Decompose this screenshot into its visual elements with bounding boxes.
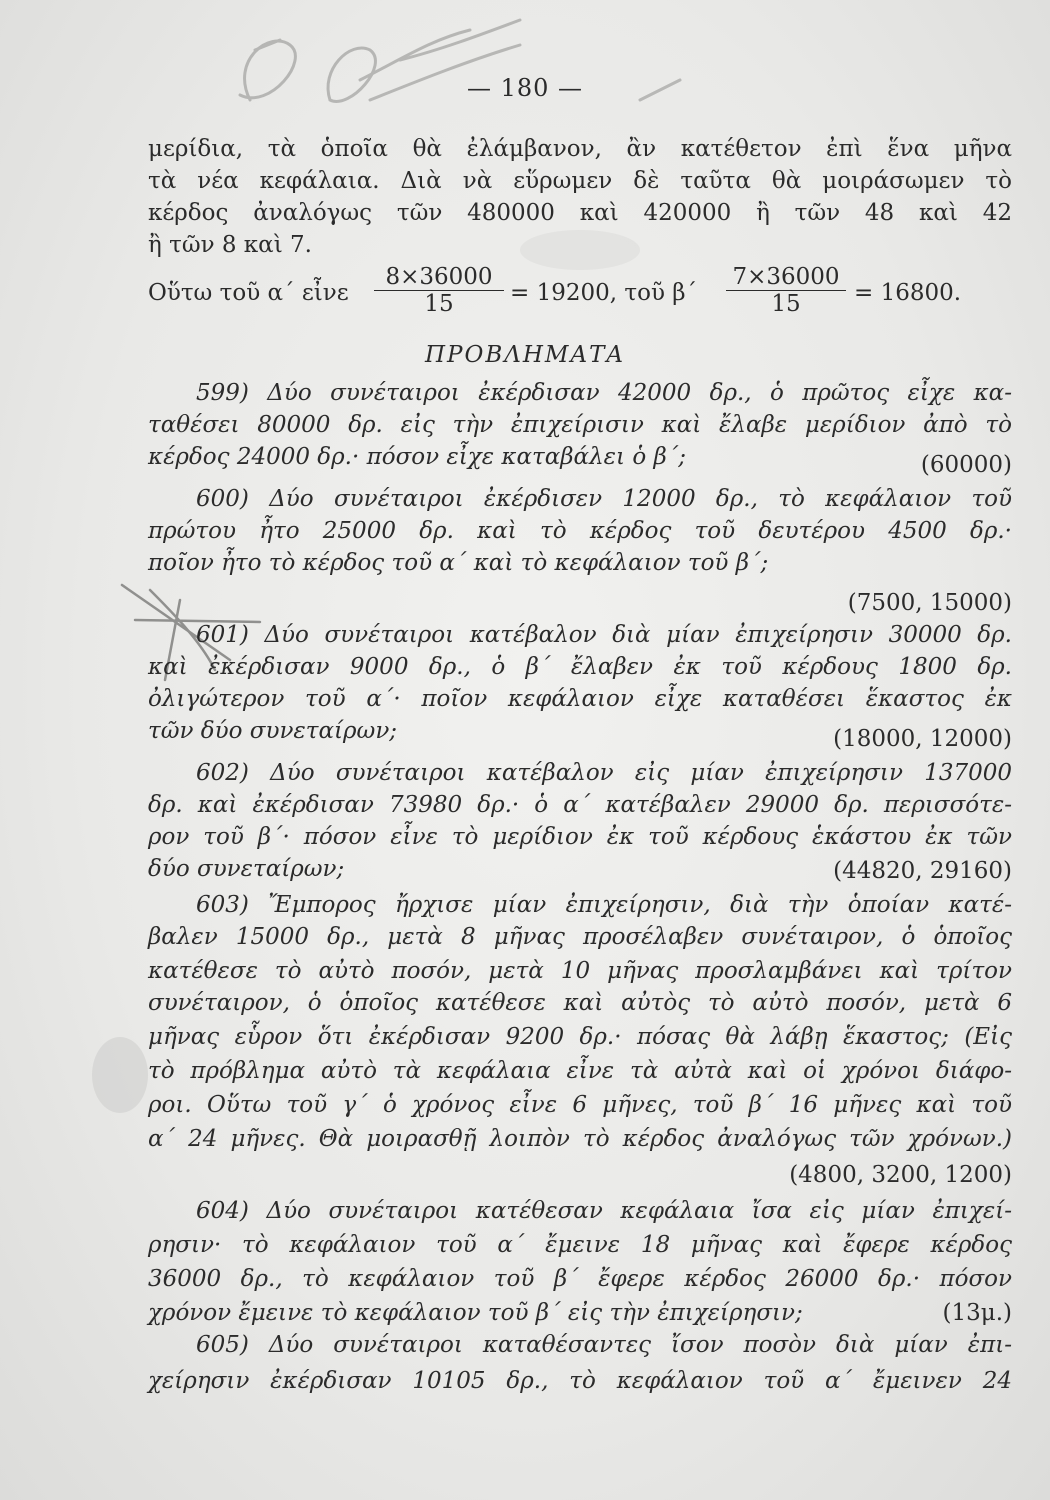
problem-604-line: ρησιν· τὸ κεφάλαιον τοῦ α΄ ἔμεινε 18 μῆνας καὶ ἔφερε κέρδος — [148, 1232, 1012, 1258]
problem-602-answer: (44820, 29160) — [833, 858, 1012, 884]
problem-604-line: 36000 δρ., τὸ κεφάλαιον τοῦ β΄ ἔφερε κέρδος 26000 δρ.· πόσον — [148, 1266, 1012, 1292]
problem-600-line: ποῖον ἦτο τὸ κέρδος τοῦ α΄ καὶ τὸ κεφάλαιον τοῦ β΄; — [148, 550, 769, 576]
problem-599-line: 599) Δύο συνέταιροι ἐκέρδισαν 42000 δρ., ὁ πρῶτος εἶχε κα- — [196, 380, 1012, 406]
problem-602-line: 602) Δύο συνέταιροι κατέβαλον εἰς μίαν ἐπιχείρησιν 137000 — [196, 760, 1012, 786]
page-number: — 180 — — [466, 74, 584, 102]
problem-603-line: α΄ 24 μῆνες. Θὰ μοιρασθῇ λοιπὸν τὸ κέρδος ἀναλόγως τῶν χρόνων.) — [148, 1126, 1012, 1152]
problem-603-line: μῆνας εὗρον ὅτι ἐκέρδισαν 9200 δρ.· πόσας θὰ λάβῃ ἕκαστος; (Εἰς — [148, 1024, 1012, 1050]
formula-end: = 16800. — [854, 280, 962, 306]
problem-599-answer: (60000) — [920, 452, 1012, 478]
problem-605-line: 605) Δύο συνέταιροι καταθέσαντες ἴσον ποσὸν διὰ μίαν ἐπι- — [196, 1332, 1012, 1358]
problem-601-line: 601) Δύο συνέταιροι κατέβαλον διὰ μίαν ἐπιχείρησιν 30000 δρ. — [196, 622, 1012, 648]
fraction-denominator: 15 — [771, 291, 801, 317]
intro-line: τὰ νέα κεφάλαια. Διὰ νὰ εὕρωμεν δὲ ταῦτα θὰ μοιράσωμεν τὸ — [148, 168, 1012, 194]
intro-line: μερίδια, τὰ ὁποῖα θὰ ἐλάμβανον, ἂν κατέθετον ἐπὶ ἕνα μῆνα — [148, 136, 1012, 162]
problem-600-answer: (7500, 15000) — [847, 590, 1012, 616]
problem-599-line: ταθέσει 80000 δρ. εἰς τὴν ἐπιχείρισιν καὶ ἔλαβε μερίδιον ἀπὸ τὸ — [148, 412, 1012, 438]
section-heading: ΠΡΟΒΛΗΜΑΤΑ — [424, 342, 626, 368]
formula-middle: = 19200, τοῦ β΄ — [510, 280, 698, 306]
problem-601-line: τῶν δύο συνεταίρων; — [148, 718, 398, 744]
problem-603-line: τὸ πρόβλημα αὐτὸ τὰ κεφάλαια εἶνε τὰ αὐτὰ καὶ οἱ χρόνοι διάφο- — [148, 1058, 1012, 1084]
fraction-numerator: 7×36000 — [726, 264, 846, 291]
fraction-first — [374, 264, 504, 317]
problem-600-line: 600) Δύο συνέταιροι ἐκέρδισεν 12000 δρ., τὸ κεφάλαιον τοῦ — [196, 486, 1012, 512]
formula-row — [148, 266, 1012, 326]
fraction-second — [726, 264, 846, 317]
problem-605-line: χείρησιν ἐκέρδισαν 10105 δρ., τὸ κεφάλαιον τοῦ α΄ ἔμεινεν 24 — [148, 1368, 1012, 1394]
problem-603-line: βαλεν 15000 δρ., μετὰ 8 μῆνας προσέλαβεν συνέταιρον, ὁ ὁποῖος — [148, 924, 1012, 950]
problem-603-line: κατέθεσε τὸ αὐτὸ ποσόν, μετὰ 10 μῆνας προσλαμβάνει καὶ τρίτον — [148, 958, 1012, 984]
problem-601-answer: (18000, 12000) — [833, 726, 1012, 752]
problem-603-line: ροι. Οὕτω τοῦ γ΄ ὁ χρόνος εἶνε 6 μῆνες, τοῦ β΄ 16 μῆνες καὶ τοῦ — [148, 1092, 1012, 1118]
problem-604-line: 604) Δύο συνέταιροι κατέθεσαν κεφάλαια ἴσα εἰς μίαν ἐπιχεί- — [196, 1198, 1012, 1224]
problem-603-line: συνέταιρον, ὁ ὁποῖος κατέθεσε καὶ αὐτὸς τὸ αὐτὸ ποσόν, μετὰ 6 — [148, 990, 1012, 1016]
intro-line: ἢ τῶν 8 καὶ 7. — [148, 232, 312, 258]
problem-599-line: κέρδος 24000 δρ.· πόσον εἶχε καταβάλει ὁ β΄; — [148, 444, 687, 470]
problem-602-line: δύο συνεταίρων; — [148, 856, 345, 882]
intro-line: κέρδος ἀναλόγως τῶν 480000 καὶ 420000 ἢ τῶν 48 καὶ 42 — [148, 200, 1012, 226]
problem-604-line: χρόνον ἔμεινε τὸ κεφάλαιον τοῦ β΄ εἰς τὴν ἐπιχείρησιν; — [148, 1300, 803, 1326]
problem-603-line: 603) Ἔμπορος ἤρχισε μίαν ἐπιχείρησιν, διὰ τὴν ὁποίαν κατέ- — [196, 892, 1012, 918]
problem-603-answer: (4800, 3200, 1200) — [789, 1162, 1012, 1188]
problem-600-line: πρώτου ἦτο 25000 δρ. καὶ τὸ κέρδος τοῦ δευτέρου 4500 δρ.· — [148, 518, 1012, 544]
formula-lead: Οὕτω τοῦ α΄ εἶνε — [148, 280, 349, 306]
problem-602-line: δρ. καὶ ἐκέρδισαν 73980 δρ.· ὁ α΄ κατέβαλεν 29000 δρ. περισσότε- — [148, 792, 1012, 818]
problem-601-line: καὶ ἐκέρδισαν 9000 δρ., ὁ β΄ ἔλαβεν ἐκ τοῦ κέρδους 1800 δρ. — [148, 654, 1012, 680]
problem-601-line: ὀλιγώτερον τοῦ α΄· ποῖον κεφάλαιον εἶχε καταθέσει ἕκαστος ἐκ — [148, 686, 1012, 712]
problem-604-answer: (13μ.) — [942, 1300, 1012, 1326]
fraction-denominator: 15 — [424, 291, 454, 317]
problem-602-line: ρον τοῦ β΄· πόσον εἶνε τὸ μερίδιον ἐκ τοῦ κέρδους ἑκάστου ἐκ τῶν — [148, 824, 1012, 850]
fraction-numerator: 8×36000 — [374, 264, 504, 291]
